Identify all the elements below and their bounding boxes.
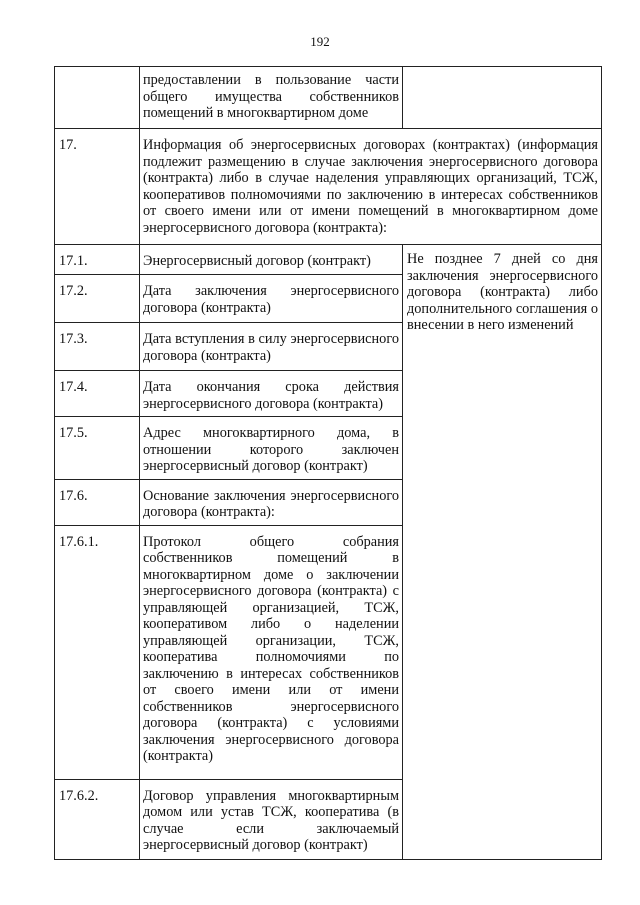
row-text: Договор управления многоквартирным домом или устав ТСЖ, кооператива (в случае если заключаемый энергосервисный договор (контракт) [143, 787, 399, 853]
number-cell-empty [55, 67, 140, 129]
row-number: 17.2. [55, 275, 140, 323]
row-number: 17.5. [55, 417, 140, 480]
row-text: Адрес многоквартирного дома, в отношении которого заключен энергосервисный договор (контракт) [143, 425, 399, 474]
row-text: Дата заключения энергосервисного договора (контракта) [143, 283, 399, 316]
table-row-continuation [55, 67, 602, 129]
row-text: Энергосервисный договор (контракт) [143, 253, 371, 269]
row-number: 17. [55, 129, 140, 245]
deadline-text: Не позднее 7 дней со дня заключения энергосервисного договора (контракта) либо дополнительного соглашения о внесении в него изменений [407, 251, 598, 333]
page-number: 192 [310, 34, 330, 49]
row-number: 17.6.2. [55, 779, 140, 859]
row-number: 17.4. [55, 371, 140, 417]
row-number: 17.1. [55, 245, 140, 275]
continuation-text: предоставлении в пользование части общего имущества собственников помещений в многоквартирном доме [143, 72, 399, 121]
deadline-cell-empty [403, 67, 602, 129]
row-text: Дата окончания срока действия энергосервисного договора (контракта) [143, 379, 399, 412]
row-text: Основание заключения энергосервисного договора (контракта): [143, 487, 399, 520]
table-row-section-17 [55, 129, 602, 245]
row-number: 17.6.1. [55, 525, 140, 779]
row-number: 17.3. [55, 323, 140, 371]
disclosure-table [54, 66, 602, 860]
row-number: 17.6. [55, 479, 140, 525]
row-text: Протокол общего собрания собственников помещений в многоквартирном доме о заключении энергосервисного договора (контракта) с управляющей организацией, ТСЖ, кооперативом либо о наделении управляющей организации, ТСЖ, кооператива полномочиями по заключению в интересах собственников от своего имени или от имени собственников энергосервисного договора (контракта) с условиями заключения энергосервисного договора (контракта) [143, 533, 399, 764]
table-row [55, 245, 602, 275]
row-text: Дата вступления в силу энергосервисного договора (контракта) [143, 331, 399, 364]
section-17-text: Информация об энергосервисных договорах (контрактах) (информация подлежит размещению в случае заключения энергосервисного договора (контракта) либо в случае наделения управляющих организаций, ТСЖ, кооперативов полномочиями по заключению в интересах собственников от своего имени или от имени помещений в многоквартирном доме энергосервисного договора (контракта): [143, 137, 598, 236]
